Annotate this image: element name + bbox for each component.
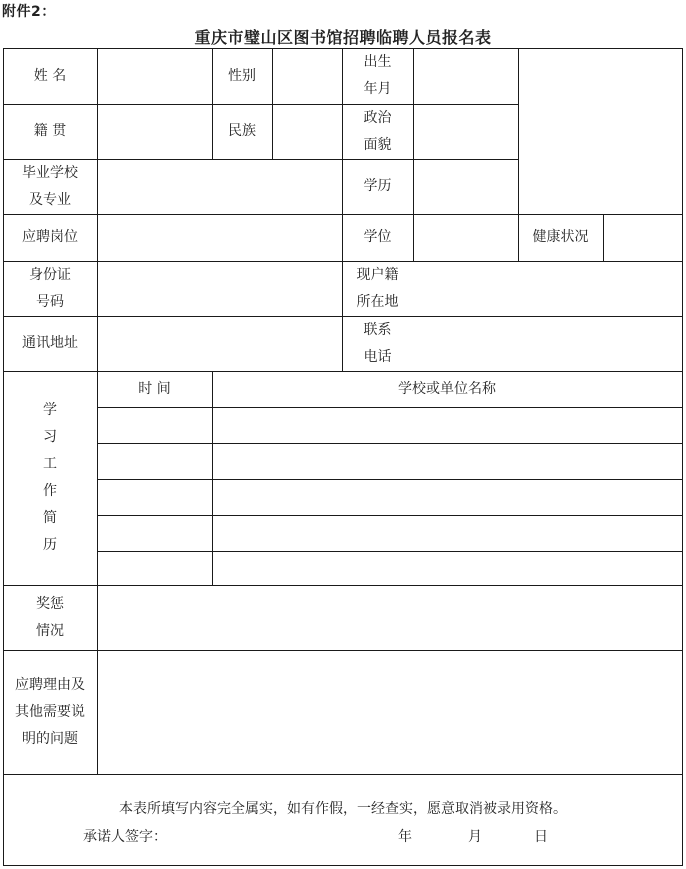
resume-char: 学	[43, 402, 57, 418]
native-place-label	[3, 104, 97, 159]
reason-label-line3: 明的问题	[22, 730, 78, 747]
reason-field[interactable]	[97, 650, 682, 774]
date-month-label: 月	[468, 829, 482, 845]
resume-time-field[interactable]	[97, 515, 212, 551]
signature-label: 承诺人签字：	[83, 829, 167, 845]
ethnicity-label-text: 民族	[228, 123, 256, 139]
political-status-field[interactable]	[413, 104, 518, 159]
photo-area[interactable]	[518, 48, 682, 214]
household-label-line2: 所在地	[356, 293, 399, 310]
awards-label-line2: 情况	[36, 622, 64, 639]
health-field[interactable]	[603, 214, 682, 261]
phone-label-line2: 电话	[363, 348, 392, 365]
resume-time-field[interactable]	[97, 443, 212, 479]
table-border	[3, 865, 683, 866]
household-label-line1: 现户籍	[356, 266, 399, 283]
ethnicity-label	[212, 104, 272, 159]
phone-label	[342, 316, 413, 371]
ethnicity-field[interactable]	[272, 104, 342, 159]
id-number-field[interactable]	[97, 261, 342, 316]
school-label-line2: 及专业	[29, 191, 71, 208]
name-field[interactable]	[97, 48, 212, 104]
health-label	[518, 214, 603, 261]
degree-label-text: 学位	[363, 229, 392, 245]
native-place-field[interactable]	[97, 104, 212, 159]
resume-char: 工	[43, 456, 57, 472]
health-label-text: 健康状况	[532, 229, 589, 245]
name-label	[3, 48, 97, 104]
id-label-line2: 号码	[36, 293, 64, 310]
school-unit-header-text: 学校或单位名称	[398, 380, 496, 397]
resume-unit-field[interactable]	[212, 551, 682, 585]
id-number-label	[3, 261, 97, 316]
resume-char: 作	[43, 483, 57, 499]
degree-label	[342, 214, 413, 261]
name-label-text: 姓 名	[33, 67, 67, 84]
phone-label-line1: 联系	[363, 321, 392, 338]
birth-field[interactable]	[413, 48, 518, 104]
awards-field[interactable]	[97, 585, 682, 650]
date-year-label: 年	[398, 829, 412, 845]
table-border	[3, 774, 683, 775]
resume-char: 历	[43, 537, 57, 553]
form-title: 重庆市璧山区图书馆招聘临聘人员报名表	[194, 28, 492, 47]
resume-label	[3, 371, 97, 585]
education-label-text: 学历	[363, 178, 392, 194]
awards-label	[3, 585, 97, 650]
date-day-label: 日	[534, 829, 548, 845]
table-border	[682, 48, 683, 866]
resume-char: 简	[43, 510, 57, 526]
resume-unit-field[interactable]	[212, 515, 682, 551]
reason-label-line1: 应聘理由及	[15, 676, 85, 693]
political-label-line1: 政治	[363, 109, 392, 126]
school-label-line1: 毕业学校	[22, 164, 78, 181]
awards-label-line1: 奖惩	[36, 595, 64, 612]
birth-label-line1: 出生	[363, 54, 392, 70]
resume-char: 习	[43, 429, 57, 445]
birth-label	[342, 48, 413, 104]
address-label	[3, 316, 97, 371]
gender-field[interactable]	[272, 48, 342, 104]
resume-time-field[interactable]	[97, 407, 212, 443]
reason-label	[3, 650, 97, 774]
position-field[interactable]	[97, 214, 342, 261]
address-label-text: 通讯地址	[22, 335, 78, 351]
time-column-header	[97, 371, 212, 407]
pledge-text: 本表所填写内容完全属实，如有作假，一经查实，愿意取消被录用资格。	[119, 801, 567, 817]
education-field[interactable]	[413, 159, 518, 214]
attachment-label: 附件2：	[2, 4, 56, 20]
degree-field[interactable]	[413, 214, 518, 261]
resume-time-field[interactable]	[97, 479, 212, 515]
gender-label-text: 性别	[228, 67, 256, 84]
household-label	[342, 261, 413, 316]
political-status-label	[342, 104, 413, 159]
position-label	[3, 214, 97, 261]
resume-unit-field[interactable]	[212, 443, 682, 479]
position-label-text: 应聘岗位	[22, 229, 78, 245]
resume-unit-field[interactable]	[212, 479, 682, 515]
political-label-line2: 面貌	[363, 136, 392, 153]
school-major-label	[3, 159, 97, 214]
gender-label	[212, 48, 272, 104]
address-field[interactable]	[97, 316, 342, 371]
household-field[interactable]	[413, 261, 682, 316]
time-header-text: 时 间	[138, 380, 171, 397]
school-major-field[interactable]	[97, 159, 342, 214]
reason-label-line2: 其他需要说	[15, 703, 85, 720]
id-label-line1: 身份证	[29, 266, 71, 283]
education-label	[342, 159, 413, 214]
resume-time-field[interactable]	[97, 551, 212, 585]
native-place-label-text: 籍 贯	[33, 123, 67, 139]
birth-label-line2: 年月	[363, 81, 392, 97]
resume-unit-field[interactable]	[212, 407, 682, 443]
phone-field[interactable]	[413, 316, 682, 371]
registration-form-table	[3, 48, 683, 866]
school-unit-column-header	[212, 371, 682, 407]
